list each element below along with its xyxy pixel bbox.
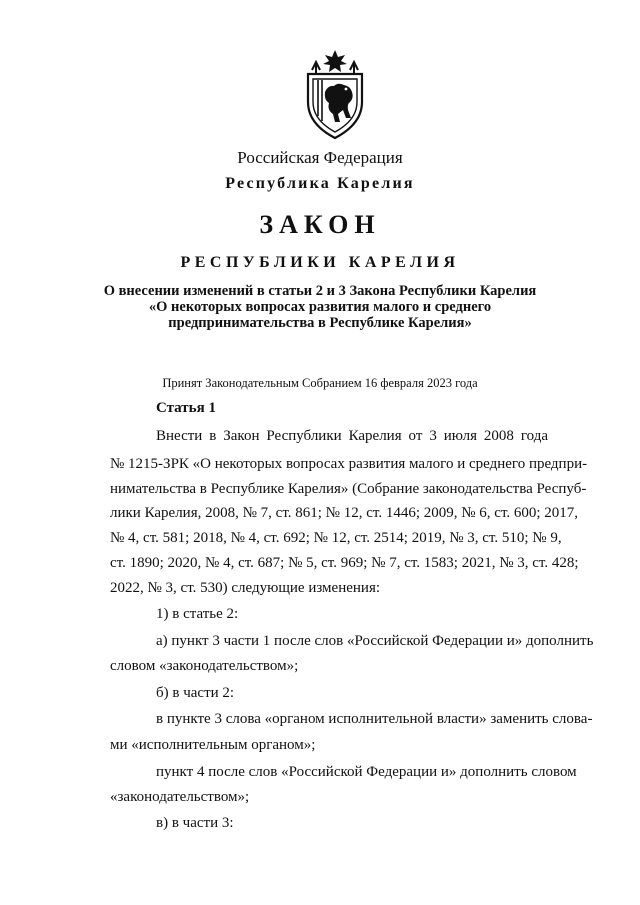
republic-name: Республика Карелия — [225, 175, 415, 192]
body-line: в) в части 3: — [156, 815, 234, 831]
body-line: № 4, ст. 581; 2018, № 4, ст. 692; № 12, ст. 2514; 2019, № 3, ст. 510; № 9, — [110, 530, 562, 546]
body-line: пункт 4 после слов «Российской Федерации и» дополнить словом — [156, 764, 577, 780]
body-line: Внести в Закон Республики Карелия от 3 июля 2008 года — [156, 428, 548, 444]
law-title-line: О внесении изменений в статьи 2 и 3 Закона Республики Карелия — [103, 283, 537, 299]
law-title-line: «О некоторых вопросах развития малого и среднего — [148, 299, 492, 315]
body-line: ст. 1890; 2020, № 4, ст. 687; № 5, ст. 969; № 7, ст. 1583; 2021, № 3, ст. 428; — [110, 555, 579, 571]
body-line: а) пункт 3 части 1 после слов «Российской Федерации и» дополнить — [156, 633, 594, 649]
body-line: словом «законодательством»; — [110, 658, 299, 674]
body-line: в пункте 3 слова «органом исполнительной власти» заменить слова- — [156, 711, 593, 727]
body-line: «законодательством»; — [110, 789, 250, 805]
law-title — [0, 283, 640, 331]
body-line: № 1215-ЗРК «О некоторых вопросах развития малого и среднего предпри- — [110, 456, 588, 472]
article-heading: Статья 1 — [156, 400, 216, 416]
country-name: Российская Федерация — [237, 148, 403, 167]
law-title-line: предпринимательства в Республике Карелия» — [168, 315, 472, 331]
issuer-name: РЕСПУБЛИКИ КАРЕЛИЯ — [180, 254, 460, 271]
adoption-note: Принят Законодательным Собранием 16 февраля 2023 года — [162, 376, 478, 390]
karelia-coat-of-arms-icon — [300, 48, 370, 140]
body-line: ми «исполнительным органом»; — [110, 737, 316, 753]
body-line: 2022, № 3, ст. 530) следующие изменения: — [110, 580, 381, 596]
body-line: б) в части 2: — [156, 685, 235, 701]
body-line: нимательства в Республике Карелия» (Собрание законодательства Респуб- — [110, 481, 587, 497]
body-line: лики Карелия, 2008, № 7, ст. 861; № 12, ст. 1446; 2009, № 6, ст. 600; 2017, — [110, 505, 579, 521]
document-type: ЗАКОН — [259, 210, 381, 239]
body-line: 1) в статье 2: — [156, 606, 239, 622]
